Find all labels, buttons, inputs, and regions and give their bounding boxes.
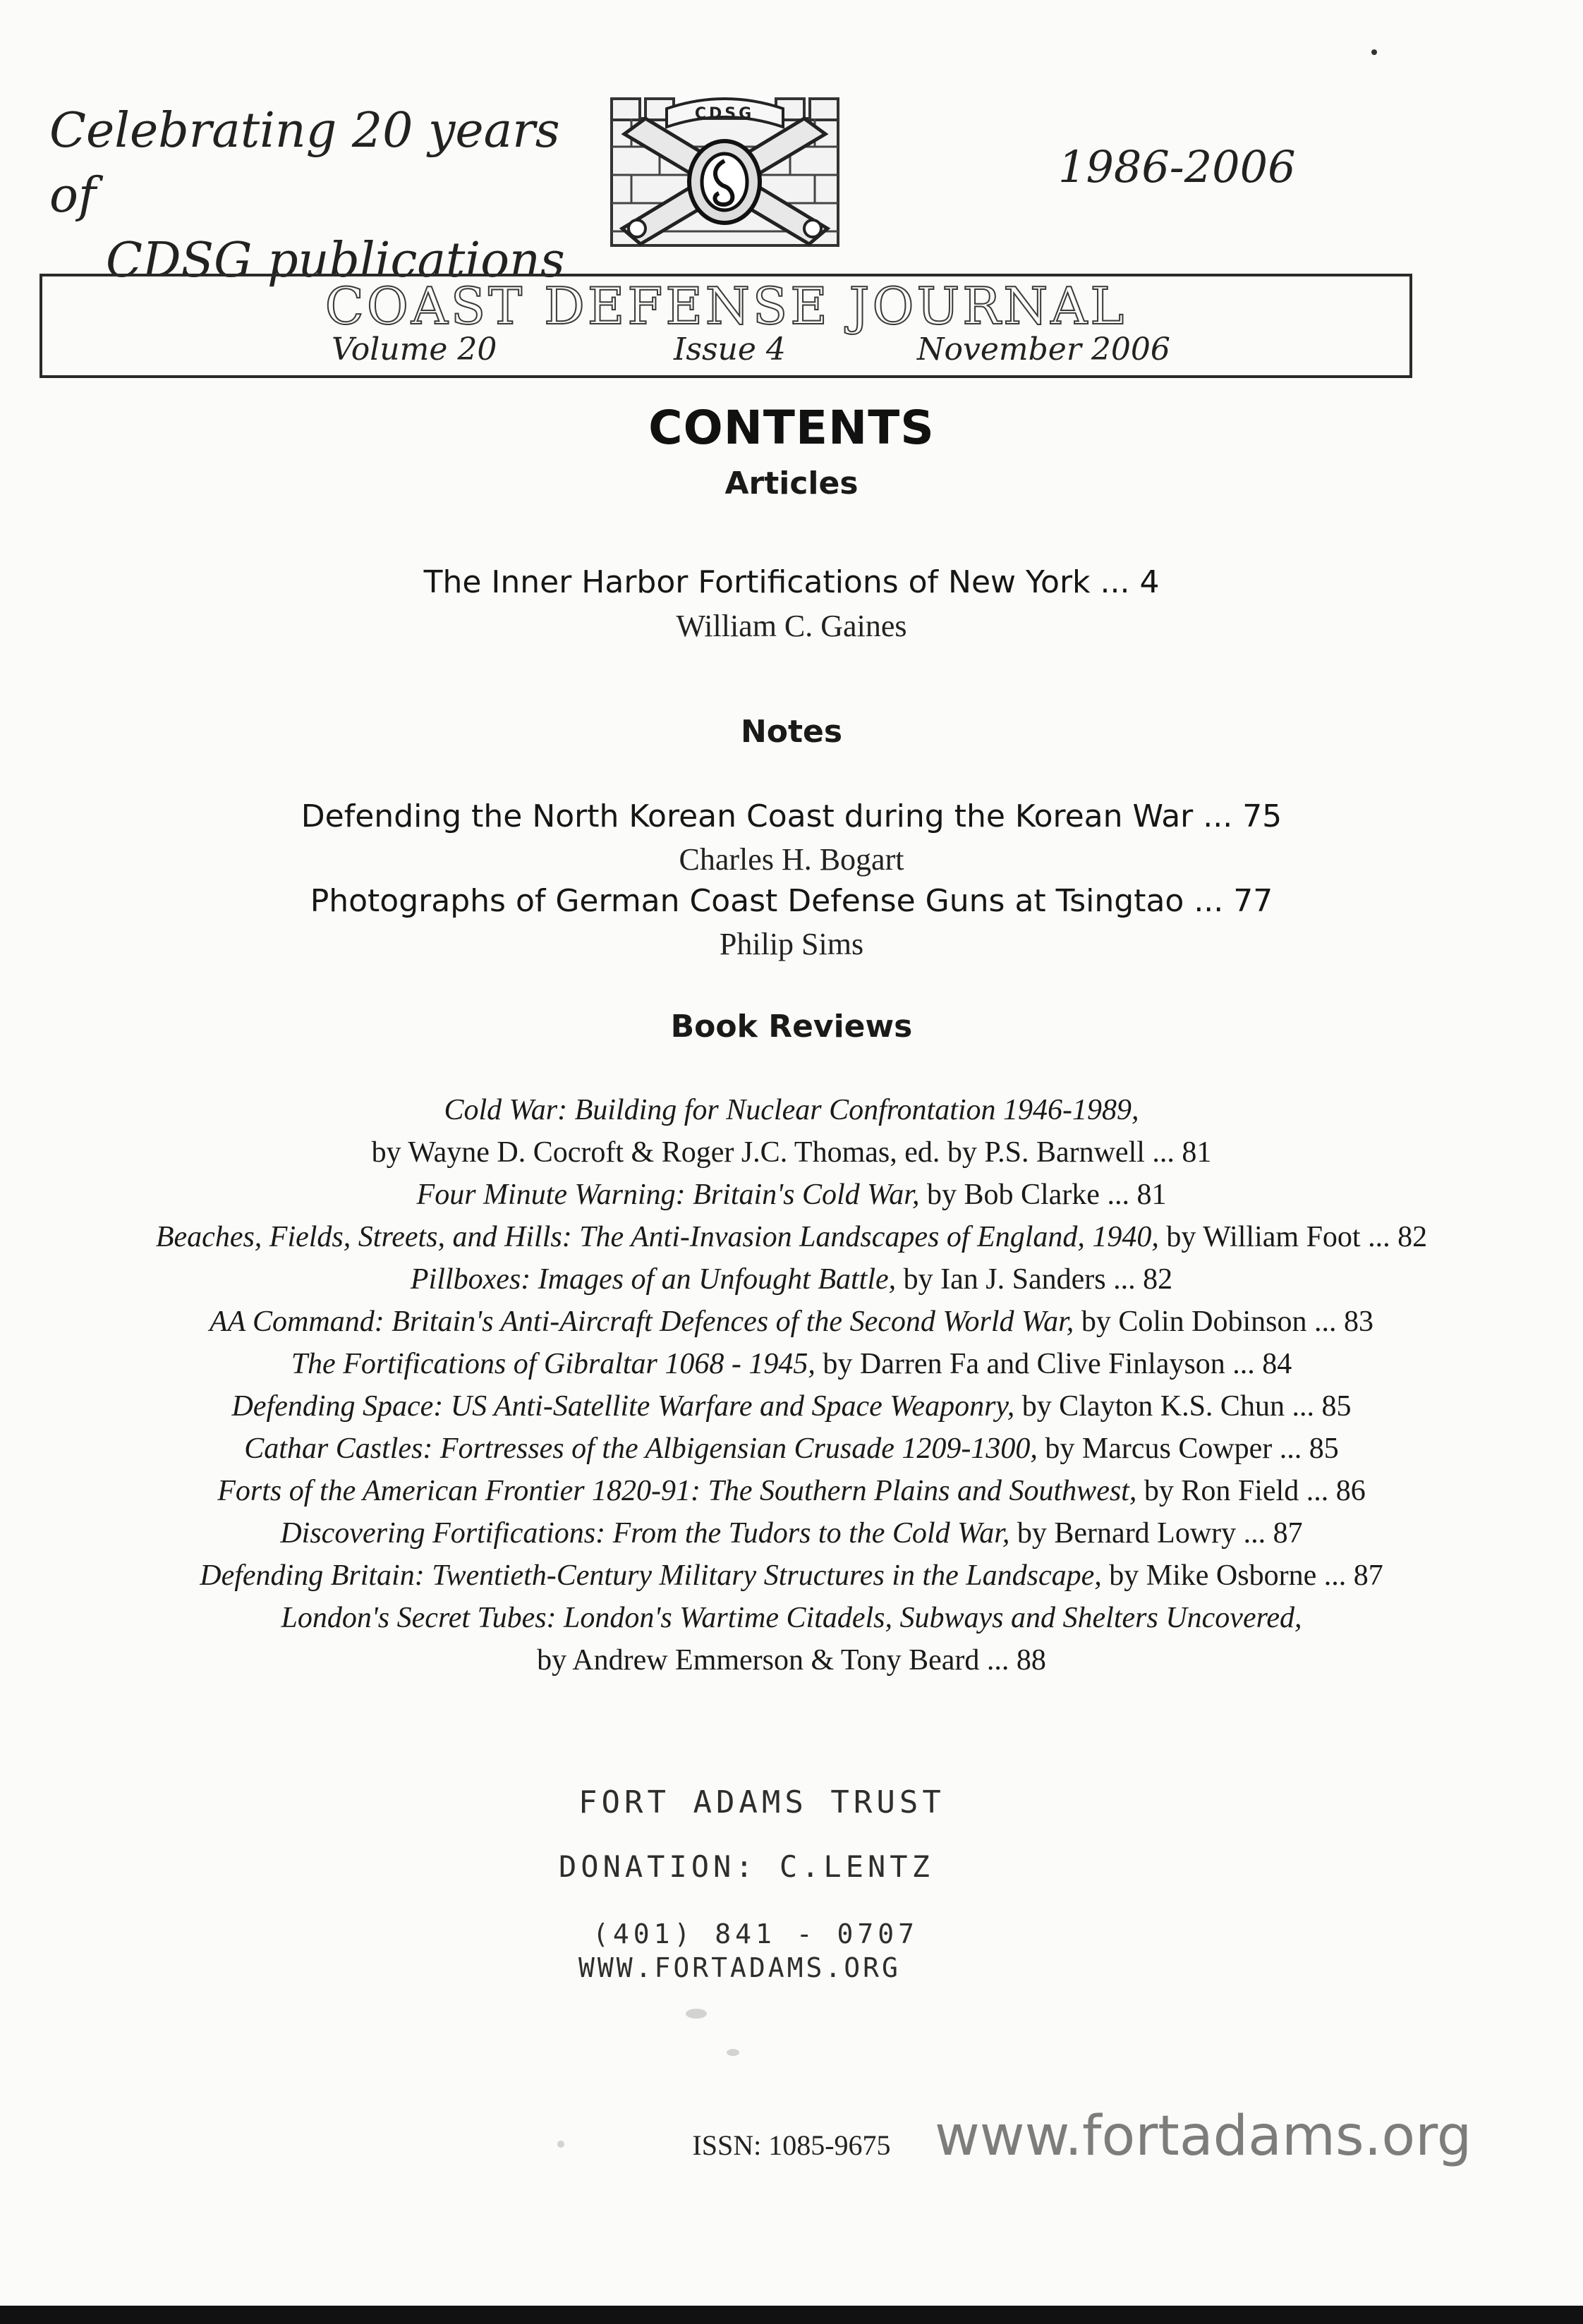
contents-heading: CONTENTS — [648, 401, 935, 455]
article-author: William C. Gaines — [676, 609, 907, 643]
note-title: Defending the North Korean Coast during the Korean War ... 75 — [301, 798, 1282, 834]
book-review-line — [0, 1216, 1583, 1258]
book-review-byline: by Andrew Emmerson & Tony Beard ... 88 — [537, 1644, 1046, 1677]
book-title: Forts of the American Frontier 1820-91: The Southern Plains and Southwest, — [217, 1475, 1137, 1507]
book-review-line — [0, 1428, 1583, 1470]
book-title: Defending Britain: Twentieth-Century Military Structures in the Landscape, — [200, 1559, 1102, 1592]
book-title: Beaches, Fields, Streets, and Hills: The Anti-Invasion Landscapes of England, 1940, — [155, 1221, 1159, 1253]
book-review-byline: by William Foot ... 82 — [1158, 1221, 1428, 1253]
book-review-line — [0, 1639, 1583, 1681]
book-review-byline: by Clayton K.S. Chun ... 85 — [1014, 1390, 1352, 1423]
book-review-line — [0, 1555, 1583, 1597]
journal-masthead — [40, 274, 1412, 378]
issue-date: November 2006 — [917, 331, 1170, 367]
notes-heading: Notes — [740, 714, 843, 750]
anniversary-line-2: CDSG publications — [106, 232, 565, 288]
anniversary-caption — [49, 99, 586, 293]
issn-number: ISSN: 1085-9675 — [692, 2129, 891, 2161]
stamp-phone: (401) 841 - 0707 — [593, 1918, 919, 1949]
issue-label: Issue 4 — [674, 331, 786, 367]
book-review-byline: by Marcus Cowper ... 85 — [1037, 1432, 1339, 1465]
note-author: Philip Sims — [719, 927, 864, 961]
book-title: AA Command: Britain's Anti-Aircraft Defences of the Second World War, — [209, 1306, 1074, 1338]
book-review-line — [0, 1597, 1583, 1639]
scan-speck — [1371, 49, 1377, 55]
book-review-line — [0, 1343, 1583, 1385]
book-title: Four Minute Warning: Britain's Cold War, — [416, 1179, 920, 1211]
book-review-byline: by Colin Dobinson ... 83 — [1074, 1306, 1374, 1338]
book-review-byline: by Ron Field ... 86 — [1136, 1475, 1366, 1507]
book-review-list — [0, 1089, 1583, 1681]
book-review-line — [0, 1512, 1583, 1555]
stamp-organization: FORT ADAMS TRUST — [578, 1784, 945, 1820]
book-review-line — [0, 1089, 1583, 1131]
article-title: The Inner Harbor Fortifications of New York ... 4 — [423, 564, 1160, 600]
book-title: Cold War: Building for Nuclear Confrontation 1946-1989, — [444, 1094, 1139, 1126]
book-review-line — [0, 1258, 1583, 1301]
book-review-line — [0, 1470, 1583, 1512]
book-title: Cathar Castles: Fortresses of the Albigensian Crusade 1209-1300, — [244, 1432, 1038, 1465]
book-review-byline: by Bob Clarke ... 81 — [919, 1179, 1167, 1211]
book-title: London's Secret Tubes: London's Wartime Citadels, Subways and Shelters Uncovered, — [281, 1602, 1302, 1634]
book-reviews-heading: Book Reviews — [670, 1009, 913, 1045]
stamp-donor: DONATION: C.LENTZ — [559, 1849, 934, 1884]
book-review-byline: by Darren Fa and Clive Finlayson ... 84 — [815, 1348, 1292, 1380]
ink-smudge — [727, 2049, 739, 2056]
anniversary-line-1: Celebrating 20 years of — [49, 103, 560, 224]
book-review-byline: by Ian J. Sanders ... 82 — [896, 1263, 1173, 1296]
website-watermark: www.fortadams.org — [935, 2105, 1472, 2168]
book-review-line — [0, 1174, 1583, 1216]
book-review-byline: by Bernard Lowry ... 87 — [1009, 1517, 1303, 1550]
volume-label: Volume 20 — [332, 331, 497, 367]
book-title: Pillboxes: Images of an Unfought Battle, — [410, 1263, 897, 1296]
book-review-byline: by Mike Osborne ... 87 — [1101, 1559, 1383, 1592]
castle-crossed-cannons-icon — [603, 90, 847, 249]
book-review-line — [0, 1131, 1583, 1174]
book-title: Defending Space: US Anti-Satellite Warfare and Space Weaponry, — [231, 1390, 1015, 1423]
journal-title: COAST DEFENSE JOURNAL — [325, 276, 1127, 336]
ink-smudge — [686, 2009, 707, 2019]
book-title: The Fortifications of Gibraltar 1068 - 1945, — [291, 1348, 815, 1380]
articles-heading: Articles — [724, 466, 859, 501]
scan-bottom-edge — [0, 2306, 1583, 2324]
book-review-line — [0, 1385, 1583, 1428]
note-title: Photographs of German Coast Defense Guns at Tsingtao ... 77 — [310, 883, 1273, 919]
stamp-website: WWW.FORTADAMS.ORG — [578, 1952, 901, 1983]
anniversary-years: 1986-2006 — [1058, 141, 1296, 193]
note-author: Charles H. Bogart — [679, 842, 904, 877]
emblem-banner-text: CDSG — [694, 105, 755, 123]
book-title: Discovering Fortifications: From the Tudors to the Cold War, — [280, 1517, 1010, 1550]
book-review-byline: by Wayne D. Cocroft & Roger J.C. Thomas, ed. by P.S. Barnwell ... 81 — [371, 1136, 1212, 1169]
book-review-line — [0, 1301, 1583, 1343]
